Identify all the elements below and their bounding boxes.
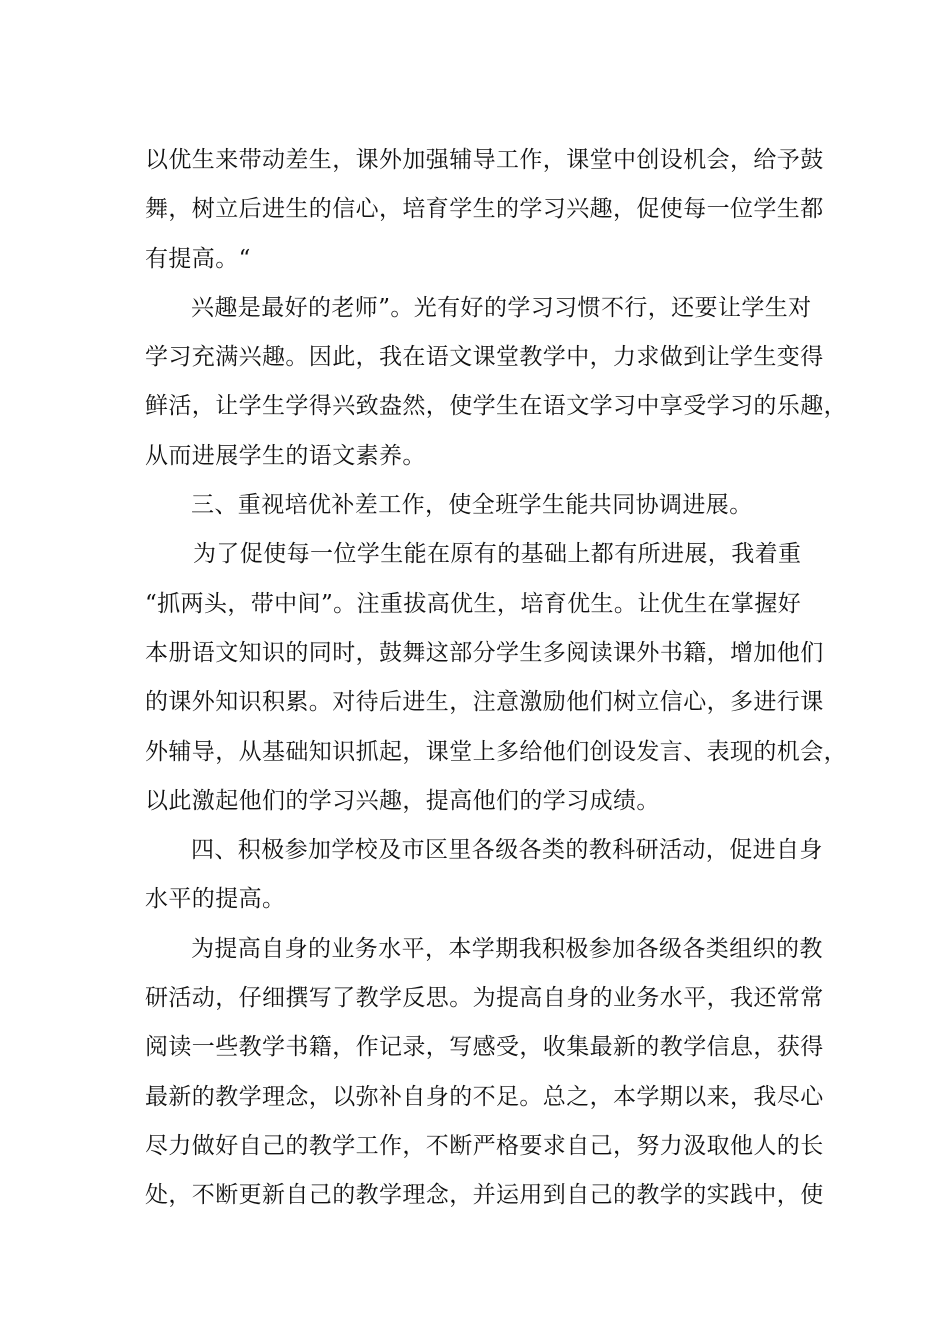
document-body bbox=[145, 136, 847, 1221]
text-line: 舞，树立后进生的信心，培育学生的学习兴趣，促使每一位学生都 bbox=[145, 196, 824, 223]
text-line: 有提高。“ bbox=[145, 245, 251, 272]
text-line: 学习充满兴趣。因此，我在语文课堂教学中，力求做到让学生变得 bbox=[145, 344, 824, 371]
text-line: 处，不断更新自己的教学理念，并运用到自己的教学的实践中，使 bbox=[145, 1182, 824, 1209]
text-line: 研活动，仔细撰写了教学反思。为提高自身的业务水平，我还常常 bbox=[145, 985, 824, 1012]
text-line: 兴趣是最好的老师”。光有好的学习习惯不行，还要让学生对 bbox=[191, 294, 812, 321]
text-line: 最新的教学理念，以弥补自身的不足。总之，本学期以来，我尽心 bbox=[145, 1083, 824, 1110]
text-line: 水平的提高。 bbox=[145, 886, 286, 913]
text-line: 的课外知识积累。对待后进生，注意激励他们树立信心，多进行课 bbox=[145, 689, 824, 716]
section-heading: 三、重视培优补差工作，使全班学生能共同协调进展。 bbox=[191, 492, 753, 519]
text-line: 阅读一些教学书籍，作记录，写感受，收集最新的教学信息，获得 bbox=[145, 1034, 824, 1061]
text-line: 尽力做好自己的教学工作，不断严格要求自己，努力汲取他人的长 bbox=[145, 1132, 824, 1159]
text-line: 以此激起他们的学习兴趣，提高他们的学习成绩。 bbox=[145, 787, 660, 814]
text-line: “抓两头，带中间”。注重拔高优生，培育优生。让优生在掌握好 bbox=[145, 590, 802, 617]
text-line: 外辅导，从基础知识抓起，课堂上多给他们创设发言、表现的机会， bbox=[145, 738, 847, 765]
text-line: 从而进展学生的语文素养。 bbox=[145, 442, 426, 469]
text-line: 为了促使每一位学生能在原有的基础上都有所进展，我着重 bbox=[193, 541, 802, 568]
text-line: 本册语文知识的同时，鼓舞这部分学生多阅读课外书籍，增加他们 bbox=[145, 639, 824, 666]
text-line: 为提高自身的业务水平，本学期我积极参加各级各类组织的教 bbox=[191, 935, 823, 962]
text-line: 鲜活，让学生学得兴致盎然，使学生在语文学习中享受学习的乐趣， bbox=[145, 393, 847, 420]
section-heading: 四、积极参加学校及市区里各级各类的教科研活动，促进自身 bbox=[191, 837, 823, 864]
text-line: 以优生来带动差生，课外加强辅导工作，课堂中创设机会，给予鼓 bbox=[145, 147, 824, 173]
